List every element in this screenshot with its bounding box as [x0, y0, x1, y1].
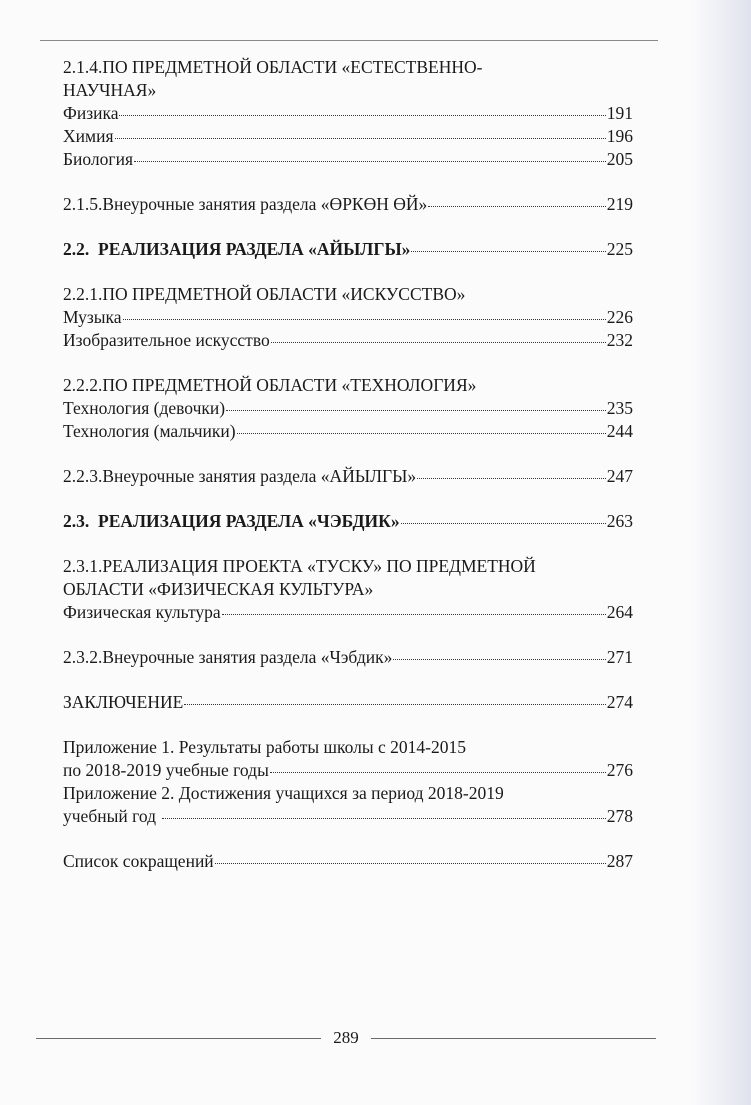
- toc-entry-page: 191: [606, 103, 633, 123]
- section-heading: 2.2.1.ПО ПРЕДМЕТНОЙ ОБЛАСТИ «ИСКУССТВО»: [63, 284, 466, 304]
- dot-leader: [123, 319, 606, 320]
- toc-entry-page: 196: [606, 126, 633, 146]
- toc-entry-page: 205: [606, 149, 633, 169]
- toc-entry-page: 232: [606, 330, 633, 350]
- dot-leader: [222, 614, 606, 615]
- toc-entry-2-3[interactable]: [63, 510, 633, 533]
- toc-entry-appendix-2[interactable]: [63, 782, 633, 828]
- toc-entry-title: 2.2. РЕАЛИЗАЦИЯ РАЗДЕЛА «АЙЫЛГЫ»: [63, 239, 411, 259]
- toc-entry-phys-ed[interactable]: [63, 601, 633, 624]
- section-2-3-1: [63, 555, 633, 624]
- section-2-2-1: [63, 283, 633, 352]
- toc-entry-title: Изобразительное искусство: [63, 330, 270, 350]
- toc-entry-chemistry[interactable]: [63, 125, 633, 148]
- toc-entry-title: Музыка: [63, 307, 122, 327]
- toc-entry-page: 226: [606, 307, 633, 327]
- dot-leader: [115, 138, 606, 139]
- toc-entry-title: Физика: [63, 103, 119, 123]
- toc-entry-page: 274: [606, 692, 633, 712]
- toc-entry-2-3-2[interactable]: [63, 646, 633, 669]
- dot-leader: [119, 115, 605, 116]
- toc-entry-fine-art[interactable]: [63, 329, 633, 352]
- dot-leader: [162, 818, 606, 819]
- toc-entry-title: Биология: [63, 149, 134, 169]
- dot-leader: [417, 478, 606, 479]
- page-edge-shadow: [691, 0, 751, 1105]
- toc-entry-biology[interactable]: [63, 148, 633, 171]
- footer-rule-left: [36, 1038, 321, 1039]
- toc-entry-2-2[interactable]: [63, 238, 633, 261]
- toc-entry-page: 287: [606, 851, 633, 871]
- toc-entry-page: 219: [606, 194, 633, 214]
- section-heading: 2.3.1.РЕАЛИЗАЦИЯ ПРОЕКТА «ТУСКУ» ПО ПРЕДМЕТНОЙ: [63, 556, 536, 576]
- toc-entry-2-2-3[interactable]: [63, 465, 633, 488]
- dot-leader: [215, 863, 606, 864]
- dot-leader: [411, 251, 605, 252]
- toc-entry-title: Химия: [63, 126, 114, 146]
- section-heading: 2.1.4.ПО ПРЕДМЕТНОЙ ОБЛАСТИ «ЕСТЕСТВЕННО-: [63, 57, 483, 77]
- toc-entry-2-1-5[interactable]: [63, 193, 633, 216]
- toc-entry-music[interactable]: [63, 306, 633, 329]
- toc-entry-title: 2.3. РЕАЛИЗАЦИЯ РАЗДЕЛА «ЧЭБДИК»: [63, 511, 400, 531]
- toc-entry-page: 225: [606, 239, 633, 259]
- section-heading: 2.2.2.ПО ПРЕДМЕТНОЙ ОБЛАСТИ «ТЕХНОЛОГИЯ»: [63, 375, 477, 395]
- section-2-1-4: [63, 56, 633, 171]
- header-rule: [40, 40, 658, 41]
- toc-entry-abbreviations[interactable]: [63, 850, 633, 873]
- toc-entry-physics[interactable]: [63, 102, 633, 125]
- dot-leader: [393, 659, 605, 660]
- toc-entry-page: 247: [606, 466, 633, 486]
- dot-leader: [428, 206, 605, 207]
- toc-entry-title: Приложение 1. Результаты работы школы с 2014-2015: [63, 737, 466, 757]
- toc-entry-page: 244: [606, 421, 633, 441]
- toc-entry-page: 278: [606, 806, 633, 826]
- toc-entry-page: 235: [606, 398, 633, 418]
- toc-entry-title: 2.3.2.Внеурочные занятия раздела «Чэбдик»: [63, 647, 393, 667]
- dot-leader: [134, 161, 606, 162]
- toc-entry-conclusion[interactable]: [63, 691, 633, 714]
- toc-entry-tech-boys[interactable]: [63, 420, 633, 443]
- dot-leader: [237, 433, 606, 434]
- toc-entry-tech-girls[interactable]: [63, 397, 633, 420]
- page-number: 289: [333, 1028, 359, 1047]
- toc-entry-title: 2.1.5.Внеурочные занятия раздела «ӨРКӨН ӨЙ»: [63, 194, 428, 214]
- dot-leader: [270, 772, 606, 773]
- toc-entry-title: Физическая культура: [63, 602, 221, 622]
- page-footer: [36, 1028, 656, 1048]
- toc-entry-title: ЗАКЛЮЧЕНИЕ: [63, 692, 184, 712]
- toc-entry-page: 276: [606, 760, 633, 780]
- toc-entry-page: 263: [606, 511, 633, 531]
- toc-entry-title-cont: учебный год: [63, 806, 156, 826]
- section-2-2-2: [63, 374, 633, 443]
- section-heading: НАУЧНАЯ»: [63, 80, 157, 100]
- dot-leader: [184, 704, 605, 705]
- toc-entry-title: Технология (мальчики): [63, 421, 236, 441]
- dot-leader: [401, 523, 606, 524]
- toc-entry-page: 271: [606, 647, 633, 667]
- toc-entry-title: 2.2.3.Внеурочные занятия раздела «АЙЫЛГЫ»: [63, 466, 417, 486]
- toc-entry-page: 264: [606, 602, 633, 622]
- toc-entry-title-cont: по 2018-2019 учебные годы: [63, 760, 269, 780]
- footer-rule-right: [371, 1038, 656, 1039]
- dot-leader: [226, 410, 606, 411]
- toc-entry-title: Приложение 2. Достижения учащихся за период 2018-2019: [63, 783, 504, 803]
- toc-entry-title: Технология (девочки): [63, 398, 226, 418]
- section-heading: ОБЛАСТИ «ФИЗИЧЕСКАЯ КУЛЬТУРА»: [63, 579, 374, 599]
- toc-entry-appendix-1[interactable]: [63, 736, 633, 782]
- toc-entry-title: Список сокращений: [63, 851, 214, 871]
- dot-leader: [271, 342, 606, 343]
- table-of-contents: [63, 56, 633, 873]
